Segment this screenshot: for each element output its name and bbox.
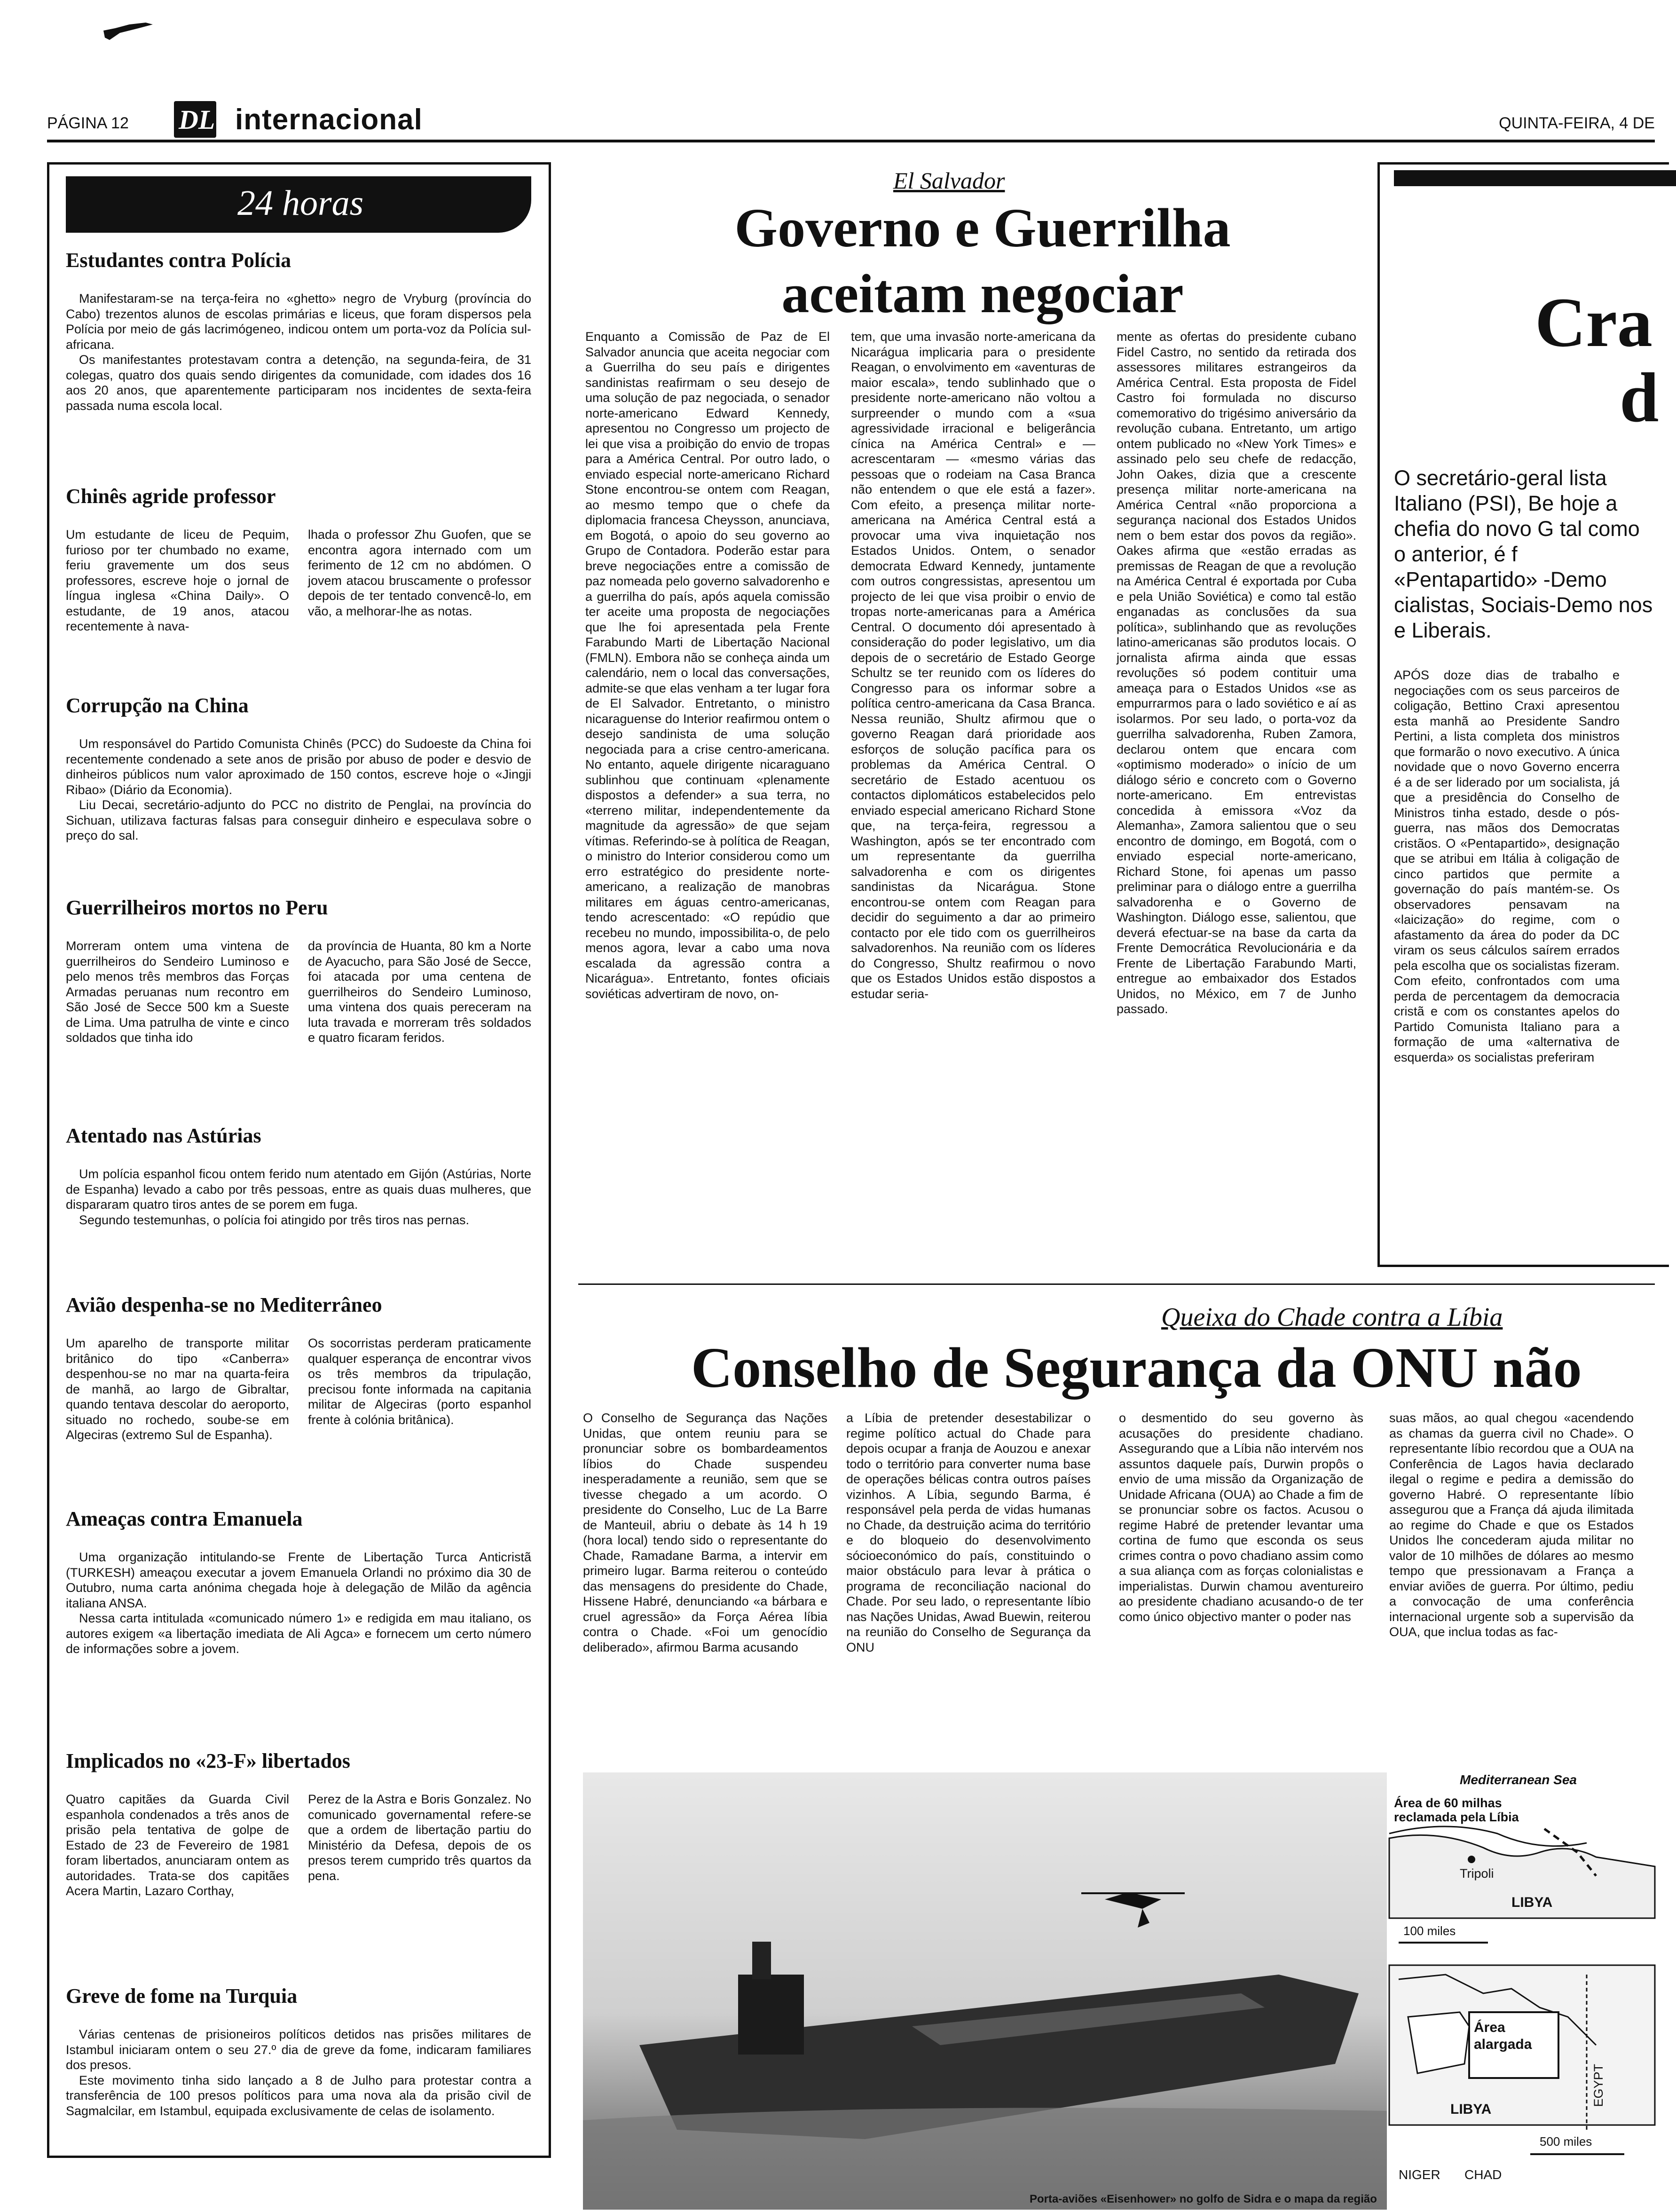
brief-title: Avião despenha-se no Mediterrâneo	[66, 1293, 382, 1316]
chade-column-3: o desmentido do seu governo às acusações do presidente chadiano. Assegurando que a Líbia não intervém nos assuntos daquele país, Durwin propôs o envio de uma missão da Organização de Unidade Africana (OUA) ao Chade a fim de se pronunciar sobre os factos. Acusou o regime Habré de pretender levantar uma cortina de fumo que esconda os seus crimes contra o povo chadiano assim como a sua aliança com as forças colonialistas e imperialistas. Durwin chamou aventureiro ao presidente chadiano acusando-o de ter como único objectivo manter o poder nas	[1119, 1411, 1363, 1624]
brief-title: Greve de fome na Turquia	[66, 1984, 298, 2007]
salvador-column-3: mente as ofertas do presidente cubano Fidel Castro, no sentido da retirada dos assessores militares estrangeiros da América Central. Esta proposta de Fidel Castro foi formulada no discurso comemorativo do trigésimo aniversário da revolução cubana. Entretanto, um artigo ontem publicado no «New York Times» e assinado pelo seu chefe de redacção, John Oakes, dizia que a crescente presença militar norte-americana na América Central «não proporciona a segurança nacional dos Estados Unidos nem o bem estar dos povos da região». Oakes afirma que «estão erradas as premissas de Reagan de que a revolução na América Central é exportada por Cuba e pela União Soviética) e como tal estão enganadas as conclusões da sua política», sublinhando que as revoluções latino-americanas são produtos locais. O jornalista afirma ainda que essas revoluções só podem contituir uma ameaça para o Estados Unidos «se as empurrarmos para o lado soviético e aí as isolarmos. Por seu lado, o porta-voz da guerrilha salvadorenha, Ruben Zamora, declarou ontem que encara com «optimismo moderado» o início de um diálogo sério e concreto com o Governo norte-americano. Em entrevistas concedida à emissora «Voz da Alemanha», Zamora salientou que o seu encontro de domingo, em Bogotá, com o enviado especial norte-americano, Richard Stone, foi apenas um passo preliminar para o diálogo entre a guerrilha salvadorenha e o Governo de Washington. Diálogo esse, salientou, que deverá efectuar-se na base da carta da Frente Democrática Revolucionária e da Frente de Libertação Farabundo Marti, entregue ao embaixador dos Estados Unidos, no México, em 7 de Junho passado.	[1117, 330, 1356, 1016]
chade-headline: Conselho de Segurança da ONU não	[691, 1336, 1582, 1400]
map-sea-label: Mediterranean Sea	[1460, 1772, 1577, 1787]
brief-aviao	[66, 1293, 531, 1443]
craxi-body: APÓS doze dias de trabalho e negociações com os seus parceiros de coligação, Bettino Craxi apresentou esta manhã ao Presidente Sandro Pertini, a lista completa dos ministros que formarão o novo executivo. A única novidade que o novo Governo encerra é a de ser liderado por um socialista, já que a presidência do Conselho de Ministros tinha estado, desde o pós-guerra, nas mãos dos Democratas cristãos. O «Pentapartido», designação que se atribui em Itália à coligação de cinco partidos que permite a governação do país mantém-se. Os observadores pensavam na «laicização» do regime, com o afastamento da área do poder da DC viram os seus cálculos saírem errados pela escolha que os socialistas fizeram. Com efeito, confrontados com uma perda de percentagem da democracia cristã e com os constantes apelos do Partido Comunista Italiano para a formação de uma «alternativa de esquerda» os socialistas preferiram	[1394, 668, 1620, 1064]
salvador-column-1: Enquanto a Comissão de Paz de El Salvador anuncia que aceita negociar com a Guerrilha do seu país e dirigentes sandinistas reafirmam o seu desejo de uma solução de paz negociada, o senador norte-americano Edward Kennedy, apresentou no Congresso um projecto de lei que visa a proibição do envio de tropas para a América Central. Por outro lado, o enviado especial norte-americano Richard Stone encontrou-se ontem com Reagan, ao mesmo tempo que o chefe da diplomacia francesa Cheysson, anunciava, em Bogotá, o apoio do seu governo ao Grupo de Contadora. Poderão estar para breve negociações entre a comissão de paz nomeada pelo governo salvadorenho e a guerrilha do país, após aquela comissão ter aceite uma proposta de negociações que lhe foi apresentada pela Frente Farabundo Marti de Libertação Nacional (FMLN). Embora não se conheça ainda um calendário, nem o local das conversações, admite-se que elas venham a ter lugar fora de El Salvador. Entretanto, o ministro nicaraguense do Interior reafirmou ontem o desejo sandinista de uma solução negociada para a crise centro-americana. No entanto, aquele dirigente nicaraguano sublinhou que continuam «plenamente dispostos a defender» a sua terra, no «terreno militar, independentemente da magnitude da agressão» de que sejam vítimas. Referindo-se à política de Reagan, o ministro do Interior considerou como um erro estratégico do presidente norte-americano, a realização de manobras militares em águas centro-americanas, tendo acrescentado: «O repúdio que recebeu no mundo, impossibilita-o, de pelo menos agora, levar a cabo uma nova escalada da agressão contra a Nicarágua». Entretanto, fontes oficiais soviéticas advertiram de novo, on-	[585, 330, 830, 1001]
map-chad-label: CHAD	[1464, 2167, 1502, 2182]
map-niger-label: NIGER	[1399, 2167, 1440, 2182]
chade-column-4: suas mãos, ao qual chegou «acendendo as chamas da guerra civil no Chade». O representante líbio recordou que a OUA na Conferência de Lagos havia declarado ilegal o regime e pedira a demissão do governo Habré. O representante líbio assegurou que a França dá ajuda ilimitada ao regime do Chade e que os Estados Unidos lhe concederam ajuda militar no valor de 10 milhões de dólares ao mesmo tempo que pressionavam a França a enviar aviões de guerra. Por último, pediu a convocação de uma conferência internacional urgente sob a supervisão da OUA, que inclua todas as fac-	[1389, 1411, 1634, 1639]
brief-asturias	[66, 1124, 531, 1228]
map-libya-label: LIBYA	[1511, 1895, 1553, 1910]
salvador-kicker: El Salvador	[893, 167, 1005, 194]
salvador-headline-2: aceitam negociar	[781, 263, 1184, 324]
ink-speck	[101, 19, 157, 42]
brief-paragraph: Um responsável do Partido Comunista Chinês (PCC) do Sudoeste da China foi recentemente condenado a sete anos de prisão por abuso de poder e desvio de dinheiros públicos num valor aproximado de 150 contos, escreve hoje o «Jingji Ribao» (Diário da Economia).	[66, 737, 531, 797]
brief-paragraph: Liu Decai, secretário-adjunto do PCC no distrito de Penglai, na província do Sichuan, utilizava facturas falsas para conseguir dinheiro e especulava sobre o preço do sal.	[66, 798, 531, 842]
logo-text: DL	[179, 104, 215, 135]
photo-caption: Porta-aviões «Eisenhower» no golfo de Sidra e o mapa da região	[1030, 2193, 1377, 2205]
region-map	[1389, 1772, 1655, 2191]
map-scale-100: 100 miles	[1403, 1924, 1456, 1938]
brief-turquia	[66, 1984, 531, 2118]
craxi-box	[1377, 162, 1669, 1267]
brief-title: Implicados no «23-F» libertados	[66, 1749, 351, 1772]
brief-column: Um estudante de liceu de Pequim, furioso por ter chumbado no exame, feriu gravemente um dos seus professores, escreve hoje o jornal de língua inglesa «China Daily». O estudante, de 19 anos, atacou recentemente à nava-	[66, 527, 289, 633]
carrier-photo-image	[583, 1772, 1387, 2210]
craxi-headline-1: Cra	[1535, 283, 1652, 362]
brief-column: Um aparelho de transporte militar britânico do tipo «Canberra» despenhou-se no mar na quarta-feira de manhã, ao largo de Gibraltar, quando tentava descolar do aeroporto, situado no rochedo, soube-se em Algeciras (extremo Sul de Espanha).	[66, 1336, 289, 1442]
map-scale-500: 500 miles	[1540, 2134, 1592, 2149]
brief-paragraph: Uma organização intitulando-se Frente de Libertação Turca Anticristã (TURKESH) ameaçou executar a jovem Emanuela Orlandi no próximo dia 30 de Outubro, numa carta anónima chegada hoje à delegação de Milão da agência italiana ANSA.	[66, 1550, 531, 1610]
page-number: PÁGINA 12	[47, 114, 129, 132]
brief-title: Ameaças contra Emanuela	[66, 1507, 303, 1530]
brief-chines	[66, 484, 531, 634]
brief-title: Corrupção na China	[66, 694, 249, 717]
carrier-photo	[583, 1772, 1387, 2210]
brief-column: lhada o professor Zhu Guofen, que se encontra agora internado com um ferimento de 12 cm no abdómen. O jovem atacou bruscamente o professor depois de ter tentado convencê-lo, em vão, a melhorar-lhe as notas.	[308, 527, 531, 618]
map-zone-label: Área de 60 milhas reclamada pela Líbia	[1394, 1796, 1519, 1824]
chade-column-2: a Líbia de pretender desestabilizar o regime político actual do Chade para depois ocupar a franja de Aouzou e anexar todo o território para converter numa base de operações bélicas contra outros países vizinhos. A Líbia, segundo Barma, é responsável pela perda de vidas humanas no Chade, da destruição acima do território e do bloqueio do desenvolvimento sócioeconómico do país, constituindo o maior obstáculo para levar à prática o programa de reconciliação nacional do Chade. Por seu lado, o representante líbio nas Nações Unidas, Awad Buewin, reiterou na reunião do Conselho de Segurança da ONU	[846, 1411, 1091, 1654]
brief-paragraph: Um polícia espanhol ficou ontem ferido num atentado em Gijón (Astúrias, Norte de Espanha) levado a cabo por três pessoas, entre as quais duas mulheres, que dispararam quatro tiros antes de se porem em fuga.	[66, 1167, 531, 1212]
brief-paragraph: Este movimento tinha sido lançado a 8 de Julho para protestar contra a transferência de 100 presos políticos para uma nova ala da prisão civil de Sagmalcilar, em Istambul, equipada exclusivamente de celas de isolamento.	[66, 2073, 531, 2118]
craxi-headline-2: d	[1620, 359, 1659, 437]
briefs-banner	[66, 176, 531, 233]
issue-date: QUINTA-FEIRA, 4 DE	[1499, 114, 1655, 132]
chade-kicker: Queixa do Chade contra a Líbia	[1161, 1303, 1503, 1332]
brief-title: Estudantes contra Polícia	[66, 249, 291, 272]
map-egypt-label: EGYPT	[1591, 2064, 1605, 2107]
salvador-column-2: tem, que uma invasão norte-americana da Nicarágua implicaria para o presidente Reagan, o envolvimento em «aventuras de maior escala», tendo sublinhado que o presidente norte-americano não voltou a surpreender o mundo com a «sua agressividade irracional e beligerância cínica na América Central» e — acrescentaram — «mesmo várias das pessoas que o rodeiam na Casa Branca não entendem o que ele está a fazer». Com efeito, a presença militar norte-americana na América Central está a provocar uma viva inquietação nos Estados Unidos. Ontem, o senador democrata Edward Kennedy, juntamente com outros congressistas, apresentou um projecto de lei que visa proibir o envio de tropas norte-americanas para a América Central. O documento dói apresentado à consideração do poder legislativo, um dia depois de o secretário de Estado George Schultz se ter reunido com os líderes do Congresso para os informar sobre a política centro-americana da Casa Branca. Nessa reunião, Shultz afirmou que o governo Reagan dará prioridade aos esforços de solução pacífica para os problemas da América Central. O secretário de Estado acentuou os contactos diplomáticos estabelecidos pelo enviado especial americano Richard Stone que, na terça-feira, regressou a Washington, após se ter encontrado com um representante da guerrilha salvadorenha e com os dirigentes sandinistas da Nicarágua. Stone encontrou-se ontem com Reagan para decidir do seguimento a dar ao primeiro contacto por ele tido com os guerrilheiros salvadorenhos. Na reunião com os líderes do Congresso, Shultz reafirmou o novo que os Estados Unidos estão dispostos a estudar seria-	[851, 330, 1095, 1001]
brief-paragraph: Várias centenas de prisioneiros políticos detidos nas prisões militares de Istambul iniciaram ontem o seu 27.º dia de greve da fome, indicaram familiares dos presos.	[66, 2027, 531, 2072]
brief-corrupcao	[66, 693, 531, 843]
craxi-top-bar	[1394, 170, 1676, 186]
brief-title: Atentado nas Astúrias	[66, 1124, 261, 1147]
brief-emanuela	[66, 1507, 531, 1657]
masthead-rule	[47, 140, 1655, 142]
section-title: internacional	[235, 103, 423, 136]
brief-paragraph: Manifestaram-se na terça-feira no «ghetto» negro de Vryburg (província do Cabo) trezentos alunos de escolas primárias e liceus, que foram dispersos pela Polícia por meio de gás lacrimógeneo, indicou ontem um porta-voz da Polícia sul-africana.	[66, 291, 531, 352]
brief-paragraph: Nessa carta intitulada «comunicado número 1» e redigida em mau italiano, os autores exigem «a libertação imediata de Ali Agca» e fornecem um certo número de informações sobre a jovem.	[66, 1611, 531, 1656]
map-area-label: Área alargada	[1474, 2020, 1532, 2052]
newspaper-logo	[174, 101, 216, 138]
chade-column-1: O Conselho de Segurança das Nações Unidas, que ontem reuniu para se pronunciar sobre os bombardeamentos líbios do Chade suspendeu inesperadamente a reunião, sem que se tivesse chegado a um acordo. O presidente do Conselho, Luc de La Barre de Manteuil, abriu o debate às 14 h 19 (hora local) tendo sido o representante do Chade, Ramadane Barma, a intervir em primeiro lugar. Barma reiterou o conteúdo das mensagens do presidente do Chade, Hissene Habré, denunciando «a bárbara e cruel agressão» da Força Aérea líbia contra o Chade. «Foi um genocídio deliberado», afirmou Barma acusando	[583, 1411, 827, 1654]
brief-column: Perez de la Astra e Boris Gonzalez. No comunicado governamental refere-se que a ordem de libertação partiu do Ministério da Defesa, depois de os presos terem cumprido três quartos da pena.	[308, 1792, 531, 1883]
brief-23f	[66, 1749, 531, 1899]
craxi-deck: O secretário-geral lista Italiano (PSI), Be hoje a chefia do novo G tal como o anterior, é f «Pentapartido» -Demo cialistas, Sociais-Demo nos e Liberais.	[1394, 466, 1653, 642]
map-tripoli-label: Tripoli	[1460, 1866, 1494, 1881]
brief-title: Chinês agride professor	[66, 485, 276, 508]
brief-paragraph: Segundo testemunhas, o polícia foi atingido por três tiros nas pernas.	[79, 1212, 469, 1227]
brief-title: Guerrilheiros mortos no Peru	[66, 896, 328, 919]
brief-peru	[66, 896, 531, 1046]
brief-column: da província de Huanta, 80 km a Norte de Ayacucho, para São José de Secce, foi atacada por uma centena de guerrilheiros do Sendeiro Luminoso, uma vintena dos quais pereceram na luta travada e morreram três soldados e quatro ficaram feridos.	[308, 939, 531, 1045]
salvador-bottom-rule	[578, 1283, 1655, 1285]
masthead	[47, 101, 1655, 143]
brief-column: Morreram ontem uma vintena de guerrilheiros do Sendeiro Luminoso e pelo menos três membros das Forças Armadas peruanas num recontro em São José de Secce 500 km a Sueste de Lima. Uma patrulha de vinte e cinco soldados que tinha ido	[66, 939, 289, 1045]
brief-column: Quatro capitães da Guarda Civil espanhola condenados a três anos de prisão pela tentativa de golpe de Estado de 23 de Fevereiro de 1981 foram libertados, anunciaram ontem as autoridades. Trata-se dos capitães Acera Martin, Lazaro Corthay,	[66, 1792, 289, 1898]
map-shapes	[1389, 1772, 1655, 2191]
briefs-banner-title: 24 horas	[237, 183, 364, 223]
brief-column: Os socorristas perderam praticamente qualquer esperança de encontrar vivos os três membros da tripulação, precisou fonte informada na capitania militar de Algeciras (porto espanhol frente à colónia britânica).	[308, 1336, 531, 1427]
brief-paragraph: Os manifestantes protestavam contra a detenção, na segunda-feira, de 31 colegas, quatro dos quais sendo dirigentes da comunidade, com idades dos 16 aos 20 anos, que aparentemente participaram nos incidentes de sexta-feira passada numa escola local.	[66, 353, 531, 413]
salvador-headline-1: Governo e Guerrilha	[734, 197, 1231, 259]
brief-estudantes	[66, 248, 531, 413]
map-libya-label-2: LIBYA	[1450, 2102, 1492, 2117]
